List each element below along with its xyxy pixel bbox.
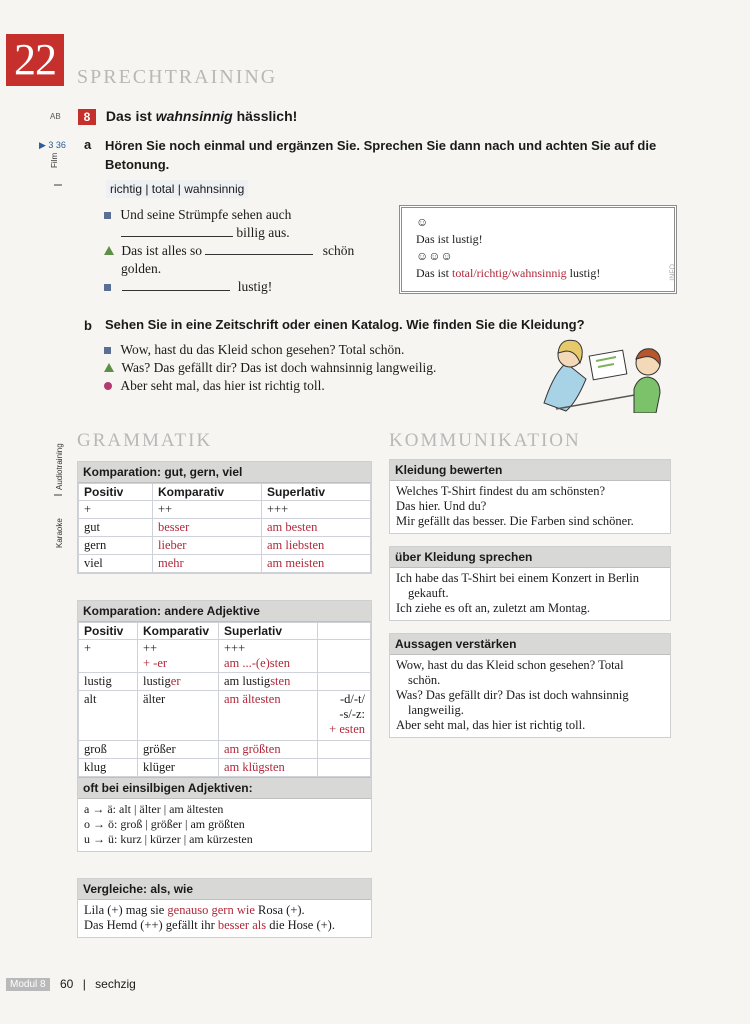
film-label: Film [50,152,59,168]
word-bank: richtig | total | wahnsinnig [106,180,248,198]
blank-2[interactable] [205,242,313,255]
part-a-letter: a [84,137,92,152]
square-bullet-icon [104,212,111,219]
blank-1[interactable] [121,224,233,237]
chapter-number: 22 [6,34,64,86]
triangle-bullet-icon [104,246,114,255]
smiley-icon: ☺ [416,215,429,229]
info-tag: INFO [670,264,677,281]
modul-badge: Modul 8 [6,978,50,991]
part-a-instruction: Hören Sie noch einmal und ergänzen Sie. Sprechen Sie dann nach und achten Sie auf die Betonung. [105,138,657,172]
triangle-bullet-icon [104,363,114,372]
square-bullet-icon [104,347,111,354]
kommunikation-box-verstaerken: Aussagen verstärken Wow, hast du das Kleid schon gesehen? Total schön. Was? Das gefällt dir? Das ist doch wahnsinnig langweilig. Aber seht mal, das hier ist richtig toll. [389,633,671,738]
grammatik-title: GRAMMATIK [77,430,213,451]
section-title: SPRECHTRAINING [77,66,278,88]
audiotraining-label: Audiotraining [55,443,64,490]
film-divider [54,184,62,186]
exercise-number: 8 [78,109,96,125]
kommunikation-box-sprechen: über Kleidung sprechen Ich habe das T-Shirt bei einem Konzert in Berlin gekauft. Ich ziehe es oft an, zuletzt am Montag. [389,546,671,621]
part-a-dialogue: Und seine Strümpfe sehen auch billig aus. Das ist alles so schön golden. lustig! [104,206,384,296]
grammar-table-header: Komparation: gut, gern, viel [78,462,371,483]
people-illustration [536,333,671,413]
grammar-table-header: Komparation: andere Adjektive [78,601,371,622]
side-divider [54,494,62,496]
audio-track-icon[interactable]: ▶ 3 36 [39,140,66,150]
info-box: ☺ Das ist lustig! ☺☺☺ Das ist total/richtig/wahnsinnig lustig! INFO [399,205,677,294]
square-bullet-icon [104,284,111,291]
vergleiche-body: Lila (+) mag sie genauso gern wie Rosa (+). Das Hemd (++) gefällt ihr besser als die Hose (+). [84,903,335,932]
grammar-table-andere-adjektive: Komparation: andere Adjektive Positiv Komparativ Superlativ + ++ + -er +++ am ...-(e)sten lustig lustiger am lustigsten alt älter am ältesten -d/-t/ -s/-z: + esten groß größer am größten klug klüger am klügsten oft bei einsilbigen Adjektiven: a → ä: alt | älter | am ältesten o → ö: groß | größer | am größten u → ü: kurz | kürzer | am kürzesten [77,600,372,852]
part-b-instruction: Sehen Sie in eine Zeitschrift oder einen Katalog. Wie finden Sie die Kleidung? [105,317,585,332]
smiley-icon: ☺☺☺ [416,249,453,263]
part-b-dialogue: Wow, hast du das Kleid schon gesehen? Total schön. Was? Das gefällt dir? Das ist doch wahnsinnig langweilig. Aber seht mal, das hier ist richtig toll. [104,341,524,395]
page-footer: 60 | sechzig [60,977,136,991]
vergleiche-header: Vergleiche: als, wie [78,879,371,900]
blank-3[interactable] [122,278,230,291]
exercise-title: 8 Das ist wahnsinnig hässlich! [78,108,297,125]
kommunikation-title: KOMMUNIKATION [389,430,581,451]
grammar-table-gut-gern-viel: Komparation: gut, gern, viel Positiv Komparativ Superlativ + ++ +++ gut besser am besten gern lieber am liebsten viel mehr am meisten [77,461,372,574]
einsilbig-list: a → ä: alt | älter | am ältesten o → ö: groß | größer | am größten u → ü: kurz | kürzer | am kürzesten [84,802,253,846]
karaoke-label: Karaoke [55,518,64,548]
dot-bullet-icon [104,382,112,390]
part-b-letter: b [84,318,92,333]
kommunikation-box-bewerten: Kleidung bewerten Welches T-Shirt findest du am schönsten? Das hier. Und du? Mir gefällt das besser. Die Farben sind schöner. [389,459,671,534]
einsilbig-header: oft bei einsilbigen Adjektiven: [78,777,371,799]
ab-label: AB [50,112,61,121]
grammar-box-vergleiche [77,878,372,938]
